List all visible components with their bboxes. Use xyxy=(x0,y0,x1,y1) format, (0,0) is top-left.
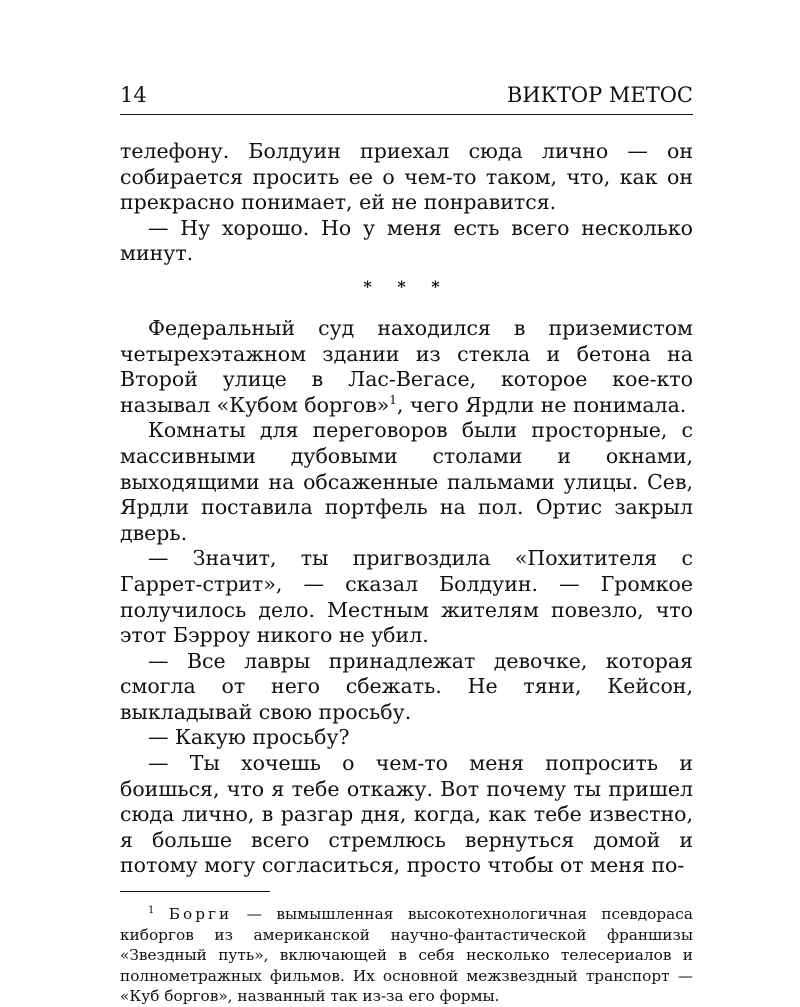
paragraph: — Ты хочешь о чем-то меня попросить и боишься, что я тебе откажу. Вот почему ты пришел сюда лично, в разгар дня, когда, как тебе известно, я больше всего стремлюсь вернуться домой и потому могу согласиться, просто чтобы от меня по- xyxy=(120,751,693,878)
section-break: * * * xyxy=(363,276,450,296)
book-page xyxy=(120,82,693,1007)
footnote-mark: 1 xyxy=(148,904,155,916)
footnote-term: Борги xyxy=(168,905,233,924)
body-text xyxy=(120,139,693,879)
paragraph-text: , чего Ярдли не понимала. xyxy=(396,392,687,417)
paragraph: Комнаты для переговоров были просторные, с массивными дубовыми столами и окнами, выходящими на обсаженные пальмами улицы. Сев, Ярдли поставила портфель на пол. Ортис закрыл дверь. xyxy=(120,418,693,545)
footnote xyxy=(120,904,693,1007)
running-header xyxy=(120,82,693,115)
paragraph: — Ну хорошо. Но у меня есть всего несколько минут. xyxy=(120,215,693,266)
paragraph-text: Федеральный суд находился в приземистом четырехэтажном здании из стекла и бетона на Второй улице в Лас-Вегасе, которое кое-кто называл «Кубом боргов» xyxy=(120,315,693,417)
footnote-reference: 1 xyxy=(389,392,397,407)
footnote-text: — вымышленная высокотехнологичная псевдораса киборгов из американской научно-фантастической франшизы «Звездный путь», включающей в себя несколько телесериалов и полнометражных фильмов. Их основной межзвездный транспорт — «Куб боргов», названный так из-за его формы. xyxy=(120,905,693,1006)
paragraph: телефону. Болдуин приехал сюда лично — он собирается просить ее о чем-то таком, что, как он прекрасно понимает, ей не понравится. xyxy=(120,139,693,215)
paragraph: — Все лавры принадлежат девочке, которая смогла от него сбежать. Не тяни, Кейсон, выкладывай свою просьбу. xyxy=(120,648,693,724)
running-title: ВИКТОР МЕТОС xyxy=(506,83,693,107)
paragraph: — Значит, ты пригвоздила «Похитителя с Гаррет-стрит», — сказал Болдуин. — Громкое получилось дело. Местным жителям повезло, что этот Бэрроу никого не убил. xyxy=(120,546,693,648)
paragraph: — Какую просьбу? xyxy=(148,725,350,750)
paragraph xyxy=(120,316,693,418)
footnote-divider xyxy=(120,891,270,892)
page-number: 14 xyxy=(120,83,147,107)
